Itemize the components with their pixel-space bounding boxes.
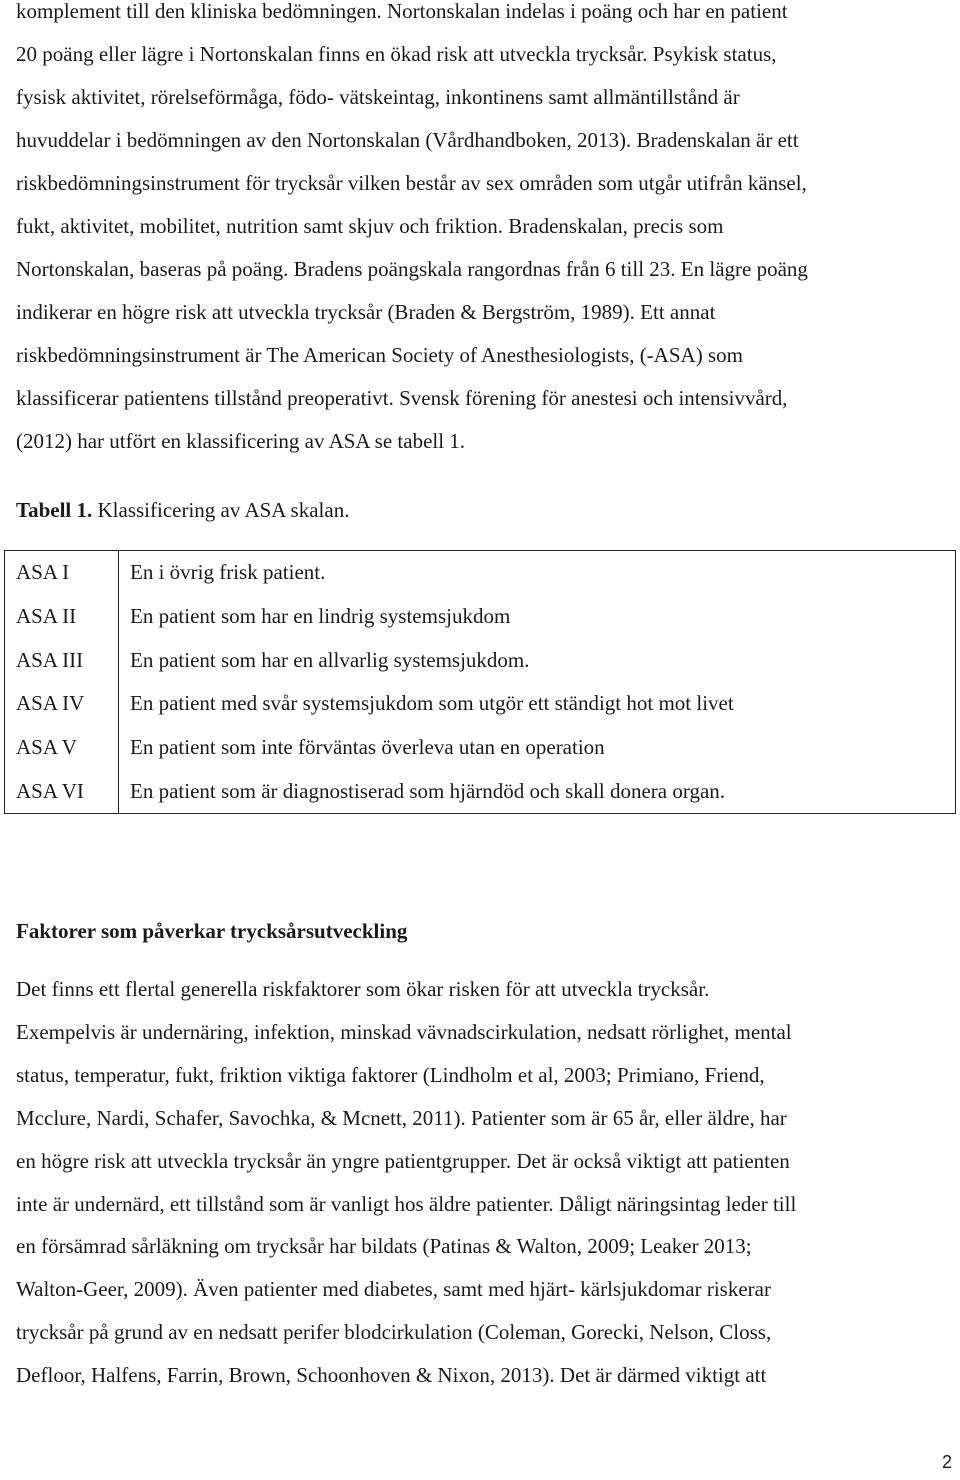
table-row xyxy=(5,595,956,639)
page-number: 2 xyxy=(941,1452,952,1472)
text-line: Nortonskalan, baseras på poäng. Bradens poängskala rangordnas från 6 till 23. En lägre poäng xyxy=(16,257,808,281)
text-line: huvuddelar i bedömningen av den Nortonskalan (Vårdhandboken, 2013). Bradenskalan är ett xyxy=(16,128,799,152)
text-line: en försämrad sårläkning om trycksår har bildats (Patinas & Walton, 2009; Leaker 2013; xyxy=(16,1234,752,1258)
asa-classification-table xyxy=(4,550,956,814)
table-caption xyxy=(16,497,349,523)
asa-grade-cell: ASA VI xyxy=(5,769,119,813)
text-line: fysisk aktivitet, rörelseförmåga, födo- vätskeintag, inkontinens samt allmäntillstånd är xyxy=(16,85,740,109)
text-line: 20 poäng eller lägre i Nortonskalan finns en ökad risk att utveckla trycksår. Psykisk status, xyxy=(16,42,777,66)
asa-grade-cell: ASA IV xyxy=(5,682,119,726)
asa-grade-cell: ASA I xyxy=(5,551,119,595)
table-row xyxy=(5,726,956,770)
table-caption-text: Klassificering av ASA skalan. xyxy=(92,498,350,522)
asa-description-cell: En patient som är diagnostiserad som hjärndöd och skall donera organ. xyxy=(119,769,956,813)
asa-description-cell: En patient som har en lindrig systemsjukdom xyxy=(119,595,956,639)
asa-description-cell: En patient som inte förväntas överleva utan en operation xyxy=(119,726,956,770)
text-line: Walton-Geer, 2009). Även patienter med diabetes, samt med hjärt- kärlsjukdomar riskerar xyxy=(16,1277,771,1301)
text-line: en högre risk att utveckla trycksår än yngre patientgrupper. Det är också viktigt att patienten xyxy=(16,1149,790,1173)
table-row xyxy=(5,638,956,682)
table-caption-label: Tabell 1. xyxy=(16,498,93,522)
text-line: fukt, aktivitet, mobilitet, nutrition samt skjuv och friktion. Bradenskalan, precis som xyxy=(16,214,724,238)
table-row xyxy=(5,769,956,813)
text-line: (2012) har utfört en klassificering av ASA se tabell 1. xyxy=(16,429,466,453)
table-row xyxy=(5,682,956,726)
asa-grade-cell: ASA II xyxy=(5,595,119,639)
asa-grade-cell: ASA V xyxy=(5,726,119,770)
asa-grade-cell: ASA III xyxy=(5,638,119,682)
text-line: trycksår på grund av en nedsatt perifer blodcirkulation (Coleman, Gorecki, Nelson, Closs, xyxy=(16,1320,772,1344)
text-line: klassificerar patientens tillstånd preoperativt. Svensk förening för anestesi och intensivvård, xyxy=(16,386,788,410)
text-line: komplement till den kliniska bedömningen. Nortonskalan indelas i poäng och har en patient xyxy=(16,0,788,23)
text-line: Det finns ett flertal generella riskfaktorer som ökar risken för att utveckla trycksår. xyxy=(16,977,710,1001)
text-line: Exempelvis är undernäring, infektion, minskad vävnadscirkulation, nedsatt rörlighet, mental xyxy=(16,1020,792,1044)
text-line: status, temperatur, fukt, friktion viktiga faktorer (Lindholm et al, 2003; Primiano, Friend, xyxy=(16,1063,765,1087)
text-line: Mcclure, Nardi, Schafer, Savochka, & Mcnett, 2011). Patienter som är 65 år, eller äldre, har xyxy=(16,1106,787,1130)
text-line: riskbedömningsinstrument är The American Society of Anesthesiologists, (-ASA) som xyxy=(16,343,743,367)
text-line: Defloor, Halfens, Farrin, Brown, Schoonhoven & Nixon, 2013). Det är därmed viktigt att xyxy=(16,1363,767,1387)
text-line: inte är undernärd, ett tillstånd som är vanligt hos äldre patienter. Dåligt näringsintag leder till xyxy=(16,1192,797,1216)
asa-description-cell: En patient med svår systemsjukdom som utgör ett ständigt hot mot livet xyxy=(119,682,956,726)
table-row xyxy=(5,551,956,595)
section-heading: Faktorer som påverkar trycksårsutveckling xyxy=(16,919,408,943)
text-line: riskbedömningsinstrument för trycksår vilken består av sex områden som utgår utifrån känsel, xyxy=(16,171,807,195)
asa-description-cell: En patient som har en allvarlig systemsjukdom. xyxy=(119,638,956,682)
asa-description-cell: En i övrig frisk patient. xyxy=(119,551,956,595)
text-line: indikerar en högre risk att utveckla trycksår (Braden & Bergström, 1989). Ett annat xyxy=(16,300,716,324)
